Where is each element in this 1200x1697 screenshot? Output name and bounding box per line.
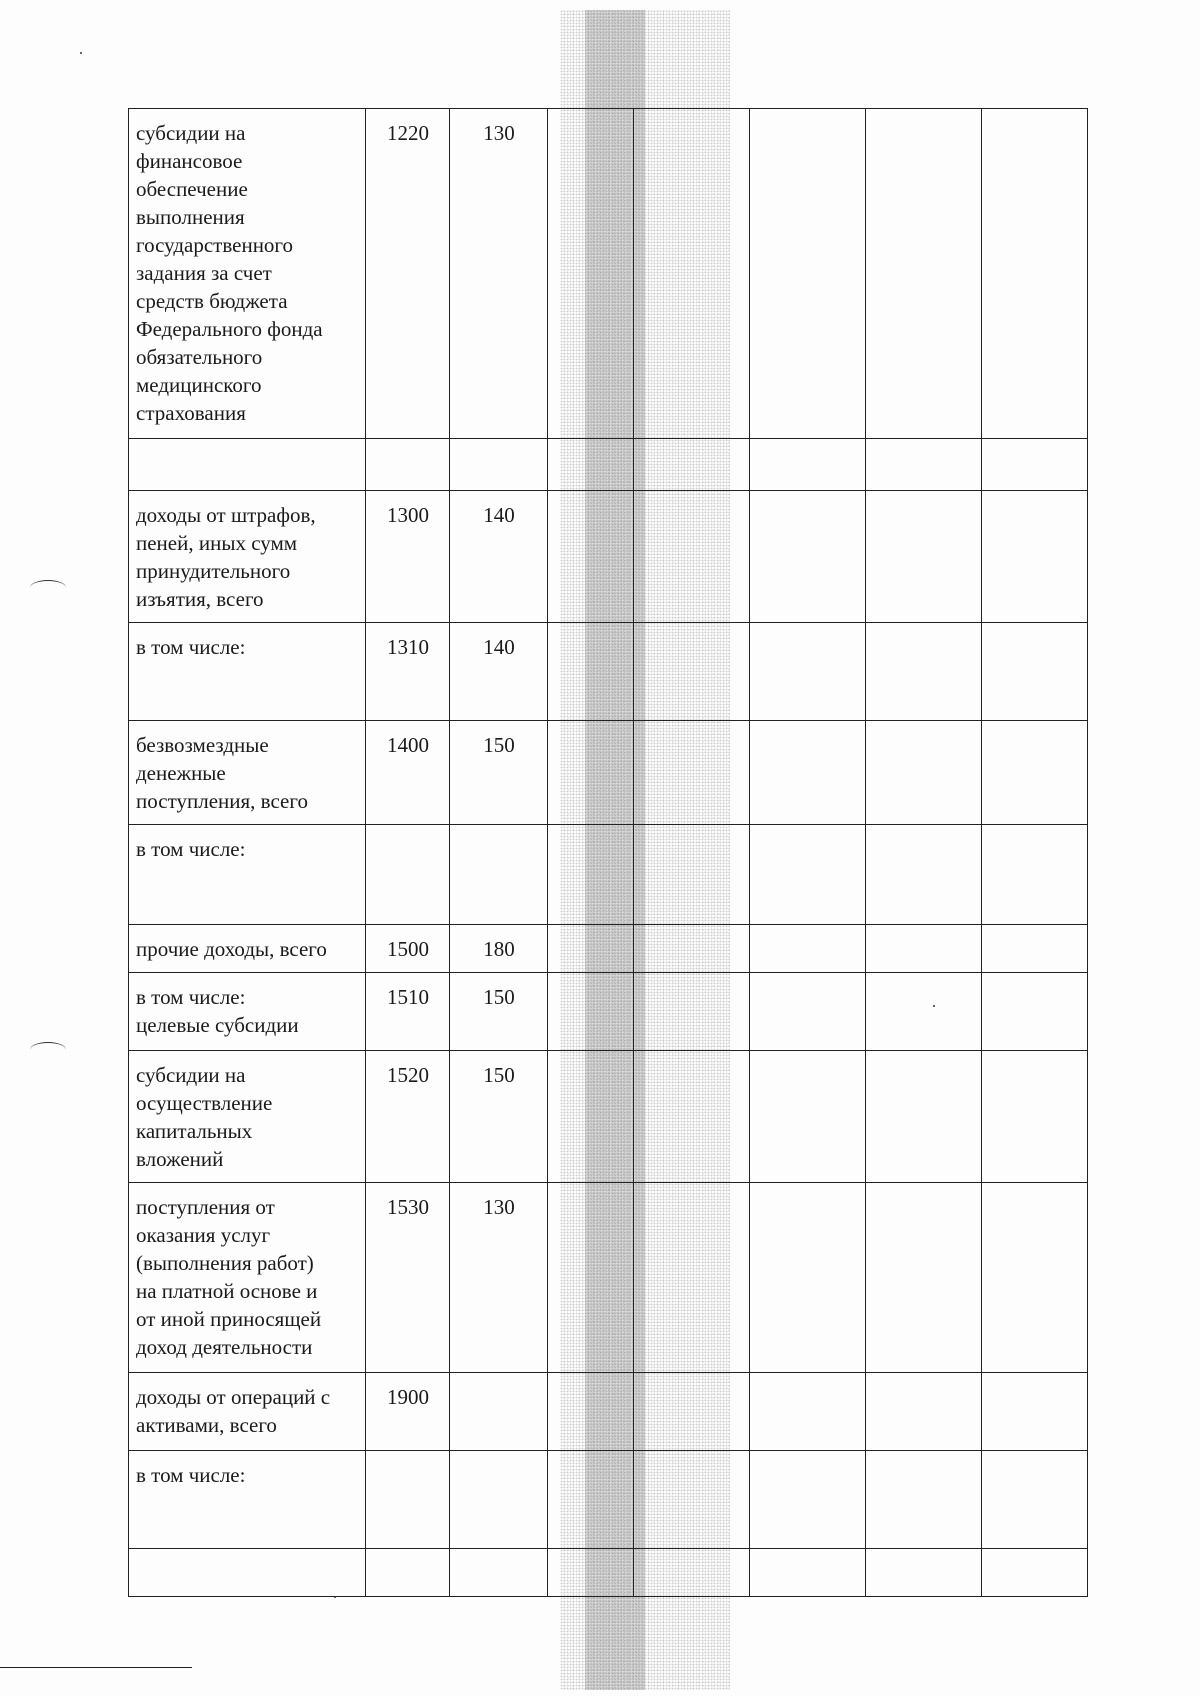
empty-cell xyxy=(750,491,866,623)
table-row xyxy=(129,1051,1088,1183)
row-name: прочие доходы, всего xyxy=(136,937,327,961)
row-kbk-cell xyxy=(450,973,548,1051)
empty-cell xyxy=(634,109,750,439)
table-row xyxy=(129,1451,1088,1549)
empty-cell xyxy=(634,623,750,721)
empty-cell xyxy=(634,1183,750,1373)
row-code: 1510 xyxy=(387,985,429,1009)
row-name: субсидии на осуществление капитальных вложений xyxy=(136,1063,273,1171)
empty-cell xyxy=(866,825,982,925)
empty-cell xyxy=(548,721,634,825)
empty-cell xyxy=(982,1373,1088,1451)
empty-cell xyxy=(866,925,982,973)
empty-cell xyxy=(548,623,634,721)
row-name-cell xyxy=(129,1183,366,1373)
scan-speck xyxy=(334,1596,336,1598)
empty-cell xyxy=(634,1549,750,1597)
row-kbk-cell xyxy=(450,925,548,973)
row-kbk-cell xyxy=(450,1183,548,1373)
row-kbk-cell xyxy=(450,109,548,439)
empty-cell xyxy=(866,1451,982,1549)
empty-cell xyxy=(982,925,1088,973)
table-row xyxy=(129,623,1088,721)
empty-cell xyxy=(866,721,982,825)
row-name-cell xyxy=(129,721,366,825)
empty-cell xyxy=(866,1549,982,1597)
row-kbk: 150 xyxy=(483,1063,515,1087)
row-kbk-cell xyxy=(450,1373,548,1451)
empty-cell xyxy=(750,1183,866,1373)
empty-cell xyxy=(750,1451,866,1549)
empty-cell xyxy=(750,973,866,1051)
empty-cell xyxy=(750,1051,866,1183)
empty-cell xyxy=(548,1183,634,1373)
row-name-cell xyxy=(129,623,366,721)
row-kbk-cell xyxy=(450,439,548,491)
empty-cell xyxy=(548,1549,634,1597)
empty-cell xyxy=(548,973,634,1051)
empty-cell xyxy=(548,439,634,491)
scan-speck xyxy=(933,1005,935,1007)
table-row xyxy=(129,973,1088,1051)
empty-cell xyxy=(866,109,982,439)
empty-cell xyxy=(866,491,982,623)
table-row xyxy=(129,925,1088,973)
row-kbk: 130 xyxy=(483,121,515,145)
row-code-cell xyxy=(366,973,450,1051)
empty-cell xyxy=(634,1051,750,1183)
row-name-cell xyxy=(129,1549,366,1597)
row-kbk: 180 xyxy=(483,937,515,961)
empty-cell xyxy=(548,1451,634,1549)
empty-cell xyxy=(982,825,1088,925)
empty-cell xyxy=(866,1373,982,1451)
empty-cell xyxy=(982,439,1088,491)
empty-cell xyxy=(982,1451,1088,1549)
row-name: в том числе: целевые субсидии xyxy=(136,985,299,1037)
empty-cell xyxy=(750,1549,866,1597)
row-name-cell xyxy=(129,925,366,973)
empty-cell xyxy=(634,721,750,825)
row-code: 1400 xyxy=(387,733,429,757)
row-code: 1900 xyxy=(387,1385,429,1409)
empty-cell xyxy=(750,1373,866,1451)
empty-cell xyxy=(750,623,866,721)
row-code-cell xyxy=(366,439,450,491)
row-name-cell xyxy=(129,439,366,491)
empty-cell xyxy=(750,439,866,491)
empty-cell xyxy=(982,623,1088,721)
row-code: 1520 xyxy=(387,1063,429,1087)
empty-cell xyxy=(866,439,982,491)
row-name-cell xyxy=(129,1373,366,1451)
row-name-cell xyxy=(129,825,366,925)
table-row xyxy=(129,439,1088,491)
row-name: субсидии на финансовое обеспечение выполнения государственного задания за счет средств бюджета Федерального фонда обязательного медицинского страхования xyxy=(136,121,323,425)
row-name-cell xyxy=(129,1451,366,1549)
row-name: в том числе: xyxy=(136,837,246,861)
empty-cell xyxy=(866,973,982,1051)
row-code-cell xyxy=(366,825,450,925)
row-name: безвозмездные денежные поступления, всего xyxy=(136,733,308,813)
row-name: в том числе: xyxy=(136,635,246,659)
row-kbk-cell xyxy=(450,623,548,721)
table-row xyxy=(129,1183,1088,1373)
empty-cell xyxy=(982,1051,1088,1183)
empty-cell xyxy=(982,1183,1088,1373)
row-code: 1300 xyxy=(387,503,429,527)
row-code-cell xyxy=(366,1549,450,1597)
row-name-cell xyxy=(129,973,366,1051)
empty-cell xyxy=(634,439,750,491)
empty-cell xyxy=(866,1051,982,1183)
row-code-cell xyxy=(366,109,450,439)
row-kbk-cell xyxy=(450,1051,548,1183)
row-name-cell xyxy=(129,1051,366,1183)
row-kbk: 140 xyxy=(483,635,515,659)
row-kbk: 150 xyxy=(483,733,515,757)
row-code: 1220 xyxy=(387,121,429,145)
empty-cell xyxy=(750,721,866,825)
empty-cell xyxy=(750,925,866,973)
row-kbk: 130 xyxy=(483,1195,515,1219)
row-kbk: 140 xyxy=(483,503,515,527)
empty-cell xyxy=(548,491,634,623)
row-name: в том числе: xyxy=(136,1463,246,1487)
empty-cell xyxy=(634,1451,750,1549)
row-kbk-cell xyxy=(450,825,548,925)
row-kbk-cell xyxy=(450,1549,548,1597)
row-code-cell xyxy=(366,1183,450,1373)
row-code-cell xyxy=(366,925,450,973)
row-code-cell xyxy=(366,491,450,623)
row-name: доходы от операций с активами, всего xyxy=(136,1385,331,1437)
punch-hole-mark xyxy=(30,580,66,595)
empty-cell xyxy=(634,825,750,925)
table-row xyxy=(129,825,1088,925)
table-row xyxy=(129,721,1088,825)
empty-cell xyxy=(548,1051,634,1183)
row-kbk-cell xyxy=(450,491,548,623)
empty-cell xyxy=(634,1373,750,1451)
empty-cell xyxy=(634,491,750,623)
row-name-cell xyxy=(129,109,366,439)
empty-cell xyxy=(634,973,750,1051)
row-kbk-cell xyxy=(450,721,548,825)
empty-cell xyxy=(548,925,634,973)
empty-cell xyxy=(866,1183,982,1373)
scan-speck xyxy=(80,52,82,54)
footer-rule xyxy=(0,1667,192,1668)
row-name: доходы от штрафов, пеней, иных сумм принудительного изъятия, всего xyxy=(136,503,316,611)
table-row xyxy=(129,109,1088,439)
empty-cell xyxy=(634,925,750,973)
punch-hole-mark xyxy=(30,1042,66,1057)
income-table xyxy=(128,108,1088,1597)
empty-cell xyxy=(982,721,1088,825)
row-code-cell xyxy=(366,721,450,825)
empty-cell xyxy=(982,109,1088,439)
empty-cell xyxy=(982,491,1088,623)
row-code-cell xyxy=(366,623,450,721)
empty-cell xyxy=(982,973,1088,1051)
empty-cell xyxy=(548,1373,634,1451)
row-kbk-cell xyxy=(450,1451,548,1549)
empty-cell xyxy=(866,623,982,721)
row-code-cell xyxy=(366,1373,450,1451)
row-code: 1500 xyxy=(387,937,429,961)
empty-cell xyxy=(982,1549,1088,1597)
empty-cell xyxy=(548,825,634,925)
row-code-cell xyxy=(366,1051,450,1183)
row-name-cell xyxy=(129,491,366,623)
table-row xyxy=(129,1373,1088,1451)
table-row xyxy=(129,1549,1088,1597)
row-name: поступления от оказания услуг (выполнения работ) на платной основе и от иной приносящей доход деятельности xyxy=(136,1195,322,1359)
row-code: 1530 xyxy=(387,1195,429,1219)
row-code: 1310 xyxy=(387,635,429,659)
row-kbk: 150 xyxy=(483,985,515,1009)
table-row xyxy=(129,491,1088,623)
empty-cell xyxy=(750,825,866,925)
empty-cell xyxy=(750,109,866,439)
row-code-cell xyxy=(366,1451,450,1549)
empty-cell xyxy=(548,109,634,439)
